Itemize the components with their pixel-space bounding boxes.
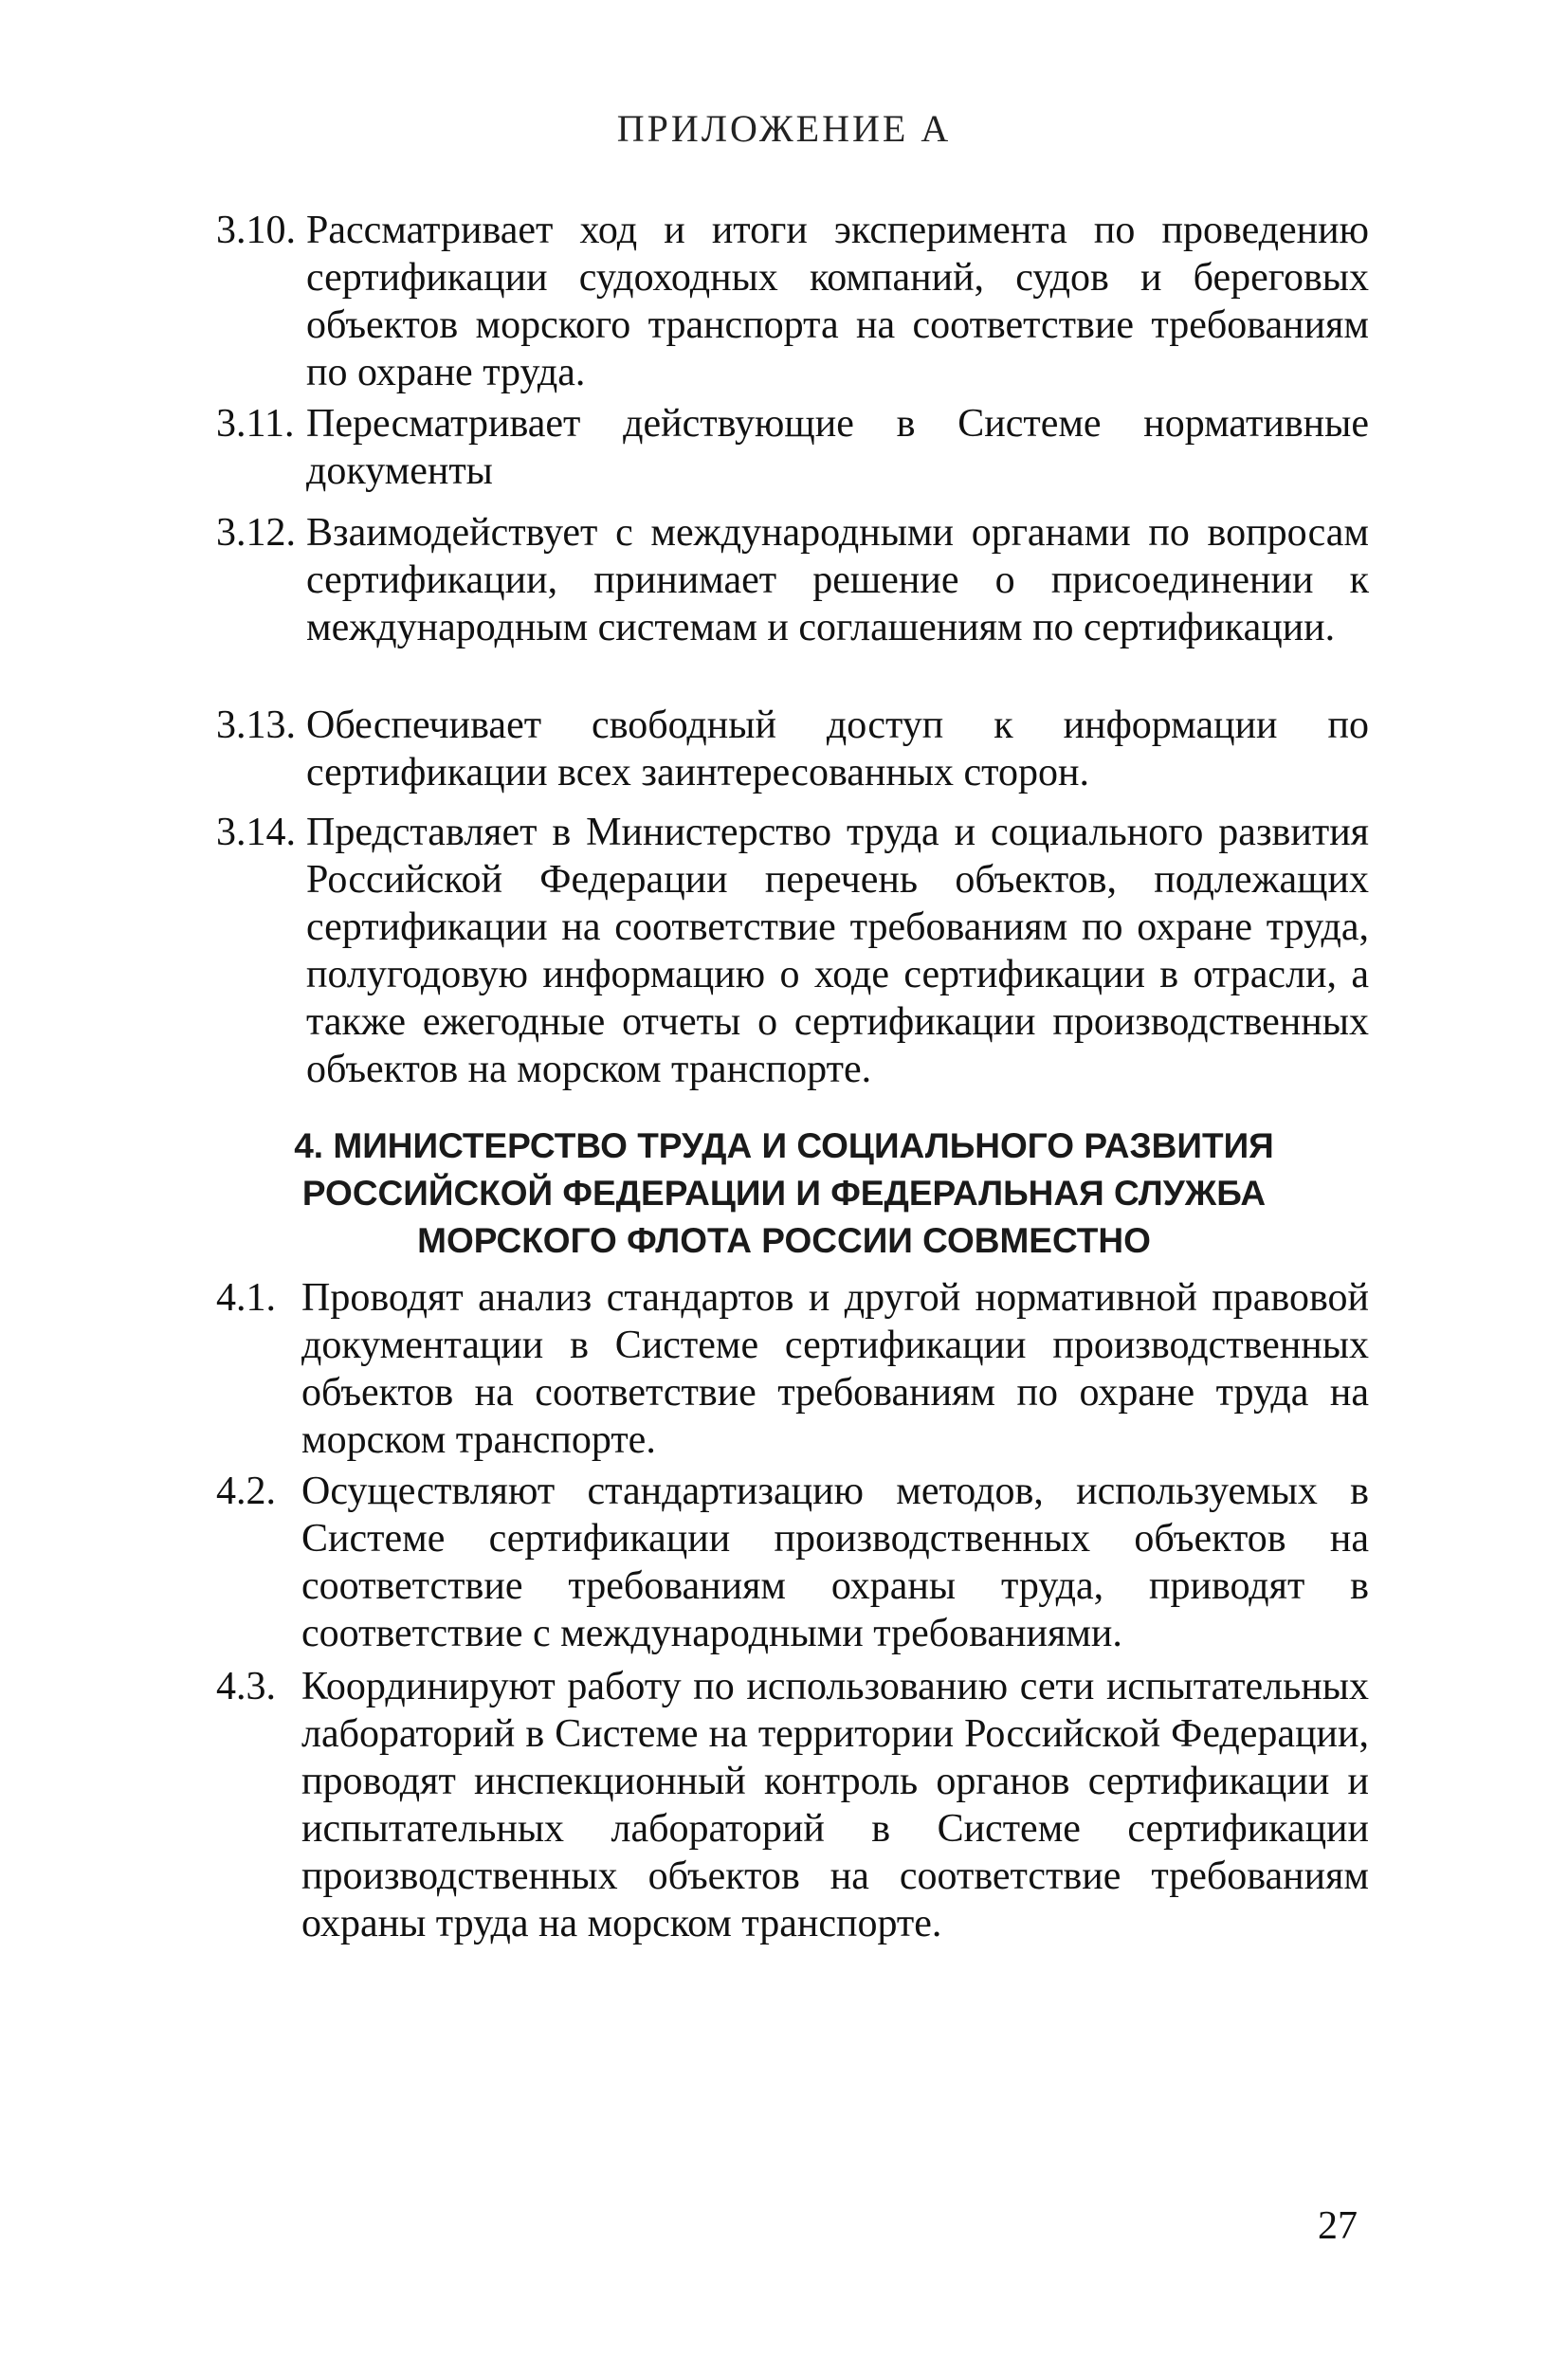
clause-number: 3.14.	[216, 811, 296, 854]
clause-3-13	[216, 702, 1369, 796]
clause-number: 4.2.	[216, 1470, 276, 1513]
clause-number: 3.13.	[216, 703, 296, 747]
clause-text: Обеспечивает свободный доступ к информации по сертификации всех заинтересованных сторон.	[306, 703, 1369, 794]
heading-line: 4. МИНИСТЕРСТВО ТРУДА И СОЦИАЛЬНОГО РАЗВИТИЯ	[294, 1126, 1274, 1165]
page-number: 27	[1318, 2204, 1358, 2248]
clause-3-12	[216, 509, 1369, 651]
clause-number: 3.12.	[216, 511, 296, 555]
clause-3-10	[216, 207, 1369, 396]
clause-number: 4.3.	[216, 1665, 276, 1708]
clause-text: Взаимодействует с международными органами по вопросам сертификации, принимает решение о присоединении к международным системам и соглашениям по сертификации.	[306, 511, 1369, 649]
clause-4-2	[216, 1468, 1369, 1657]
section-4-heading	[0, 1123, 1568, 1265]
clause-number: 3.11.	[216, 402, 295, 446]
clause-text: Осуществляют стандартизацию методов, используемых в Системе сертификации производственных объектов на соответствие требованиям охраны труда, приводят в соответствие с международными требованиями.	[301, 1470, 1369, 1655]
clause-number: 4.1.	[216, 1276, 276, 1320]
heading-line: МОРСКОГО ФЛОТА РОССИИ СОВМЕСТНО	[417, 1221, 1151, 1260]
clause-3-11	[216, 400, 1369, 495]
clause-text: Рассматривает ход и итоги эксперимента по проведению сертификации судоходных компаний, судов и береговых объектов морского транспорта на соответствие требованиям по охране труда.	[306, 209, 1369, 394]
clause-4-1	[216, 1274, 1369, 1464]
heading-line: РОССИЙСКОЙ ФЕДЕРАЦИИ И ФЕДЕРАЛЬНАЯ СЛУЖБА	[301, 1174, 1267, 1213]
clause-3-14	[216, 809, 1369, 1093]
clause-number: 3.10.	[216, 209, 296, 252]
clause-4-3	[216, 1663, 1369, 1947]
clause-text: Представляет в Министерство труда и социального развития Российской Федерации перечень объектов, подлежащих сертификации на соответствие требованиям по охране труда, полугодовую информацию о ходе сертификации в отрасли, а также ежегодные отчеты о сертификации производственных объектов на морском транспорте.	[306, 811, 1369, 1091]
clause-text: Проводят анализ стандартов и другой нормативной правовой документации в Системе сертификации производственных объектов на соответствие требованиям по охране труда на морском транспорте.	[301, 1276, 1369, 1462]
clause-text: Координируют работу по использованию сети испытательных лабораторий в Системе на территории Российской Федерации, проводят инспекционный контроль органов сертификации и испытательных лабораторий в Системе сертификации производственных объектов на соответствие требованиям охраны труда на морском транспорте.	[301, 1665, 1369, 1945]
appendix-header: ПРИЛОЖЕНИЕ А	[616, 107, 952, 150]
clause-text: Пересматривает действующие в Системе нормативные документы	[306, 402, 1369, 493]
